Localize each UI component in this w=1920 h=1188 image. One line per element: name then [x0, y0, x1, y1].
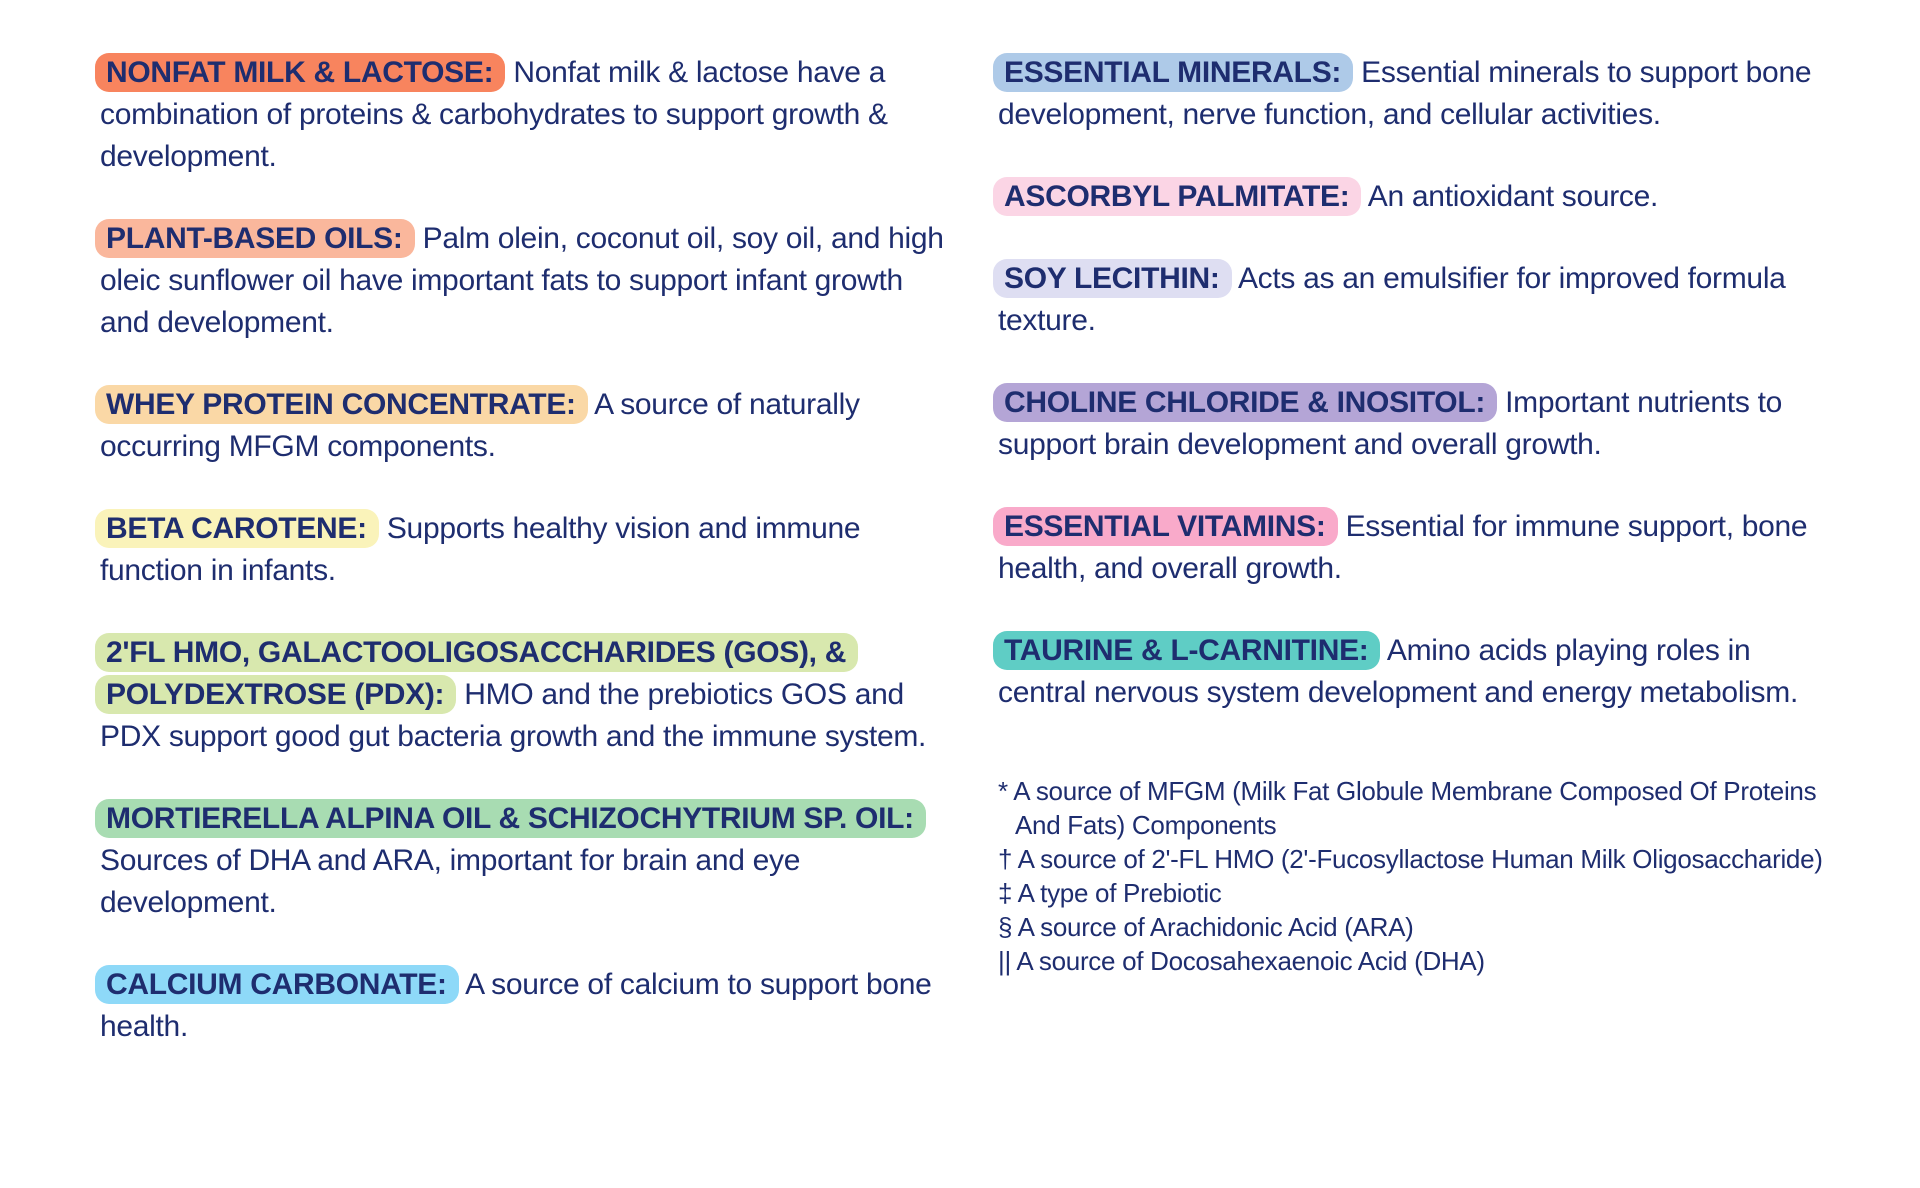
ingredient-label-highlight: ESSENTIAL MINERALS:: [993, 53, 1353, 92]
ingredient-description: Palm olein, coconut oil, soy oil, and high oleic sunflower oil have important fats to support infant growth and development.: [100, 222, 944, 339]
ingredient-item: [998, 258, 1846, 342]
ingredient-item: [100, 798, 948, 924]
ingredient-item: [100, 384, 948, 468]
ingredient-description: A source of calcium to support bone health.: [100, 968, 932, 1043]
ingredient-label-highlight: TAURINE & L-CARNITINE:: [993, 631, 1380, 670]
footnote: * A source of MFGM (Milk Fat Globule Membrane Composed Of Proteins And Fats) Components: [998, 776, 1817, 840]
footnote: § A source of Arachidonic Acid (ARA): [998, 912, 1414, 942]
ingredient-label-highlight: CHOLINE CHLORIDE & INOSITOL:: [993, 383, 1497, 422]
ingredient-item: [998, 382, 1846, 466]
right-column: [998, 52, 1846, 1088]
ingredient-label-highlight: CALCIUM CARBONATE:: [95, 965, 459, 1004]
ingredient-description: Acts as an emulsifier for improved formula texture.: [998, 262, 1786, 337]
right-column-items: [998, 52, 1846, 714]
ingredient-label-highlight: BETA CAROTENE:: [95, 509, 379, 548]
ingredient-description: Sources of DHA and ARA, important for brain and eye development.: [100, 844, 801, 919]
footnotes: [998, 774, 1846, 978]
ingredient-description: Supports healthy vision and immune function in infants.: [100, 512, 861, 587]
footnote: ‡ A type of Prebiotic: [998, 878, 1222, 908]
left-column: [100, 52, 948, 1088]
footnote: † A source of 2'-FL HMO (2'-Fucosyllactose Human Milk Oligosaccharide): [998, 844, 1823, 874]
ingredient-item: [100, 508, 948, 592]
ingredient-description: Essential for immune support, bone health, and overall growth.: [998, 510, 1808, 585]
ingredient-item: [998, 630, 1846, 714]
ingredient-item: [998, 176, 1846, 218]
ingredient-description: HMO and the prebiotics GOS and PDX support good gut bacteria growth and the immune system.: [100, 678, 927, 753]
ingredient-description: Essential minerals to support bone development, nerve function, and cellular activities.: [998, 56, 1812, 131]
ingredient-item: [100, 52, 948, 178]
left-column-items: [100, 52, 948, 1048]
ingredient-item: [100, 632, 948, 758]
ingredient-description: An antioxidant source.: [1367, 180, 1659, 213]
ingredient-description: Nonfat milk & lactose have a combination of proteins & carbohydrates to support growth & development.: [100, 56, 888, 173]
ingredient-item: [100, 964, 948, 1048]
ingredient-label-highlight: ASCORBYL PALMITATE:: [993, 177, 1361, 216]
ingredient-label-highlight: 2'FL HMO, GALACTOOLIGOSACCHARIDES (GOS), & POLYDEXTROSE (PDX):: [95, 633, 858, 714]
ingredient-label-highlight: SOY LECITHIN:: [993, 259, 1232, 298]
ingredient-description: Amino acids playing roles in central nervous system development and energy metabolism.: [998, 634, 1798, 709]
ingredient-description: A source of naturally occurring MFGM components.: [100, 388, 860, 463]
ingredient-description: Important nutrients to support brain development and overall growth.: [998, 386, 1782, 461]
ingredient-item: [998, 52, 1846, 136]
ingredient-label-highlight: WHEY PROTEIN CONCENTRATE:: [95, 385, 588, 424]
ingredient-label-highlight: PLANT-BASED OILS:: [95, 219, 415, 258]
ingredient-item: [998, 506, 1846, 590]
ingredient-label-highlight: MORTIERELLA ALPINA OIL & SCHIZOCHYTRIUM SP. OIL:: [95, 799, 926, 838]
ingredient-label-highlight: NONFAT MILK & LACTOSE:: [95, 53, 505, 92]
ingredient-item: [100, 218, 948, 344]
ingredient-label-highlight: ESSENTIAL VITAMINS:: [993, 507, 1338, 546]
footnote: || A source of Docosahexaenoic Acid (DHA): [998, 946, 1485, 976]
